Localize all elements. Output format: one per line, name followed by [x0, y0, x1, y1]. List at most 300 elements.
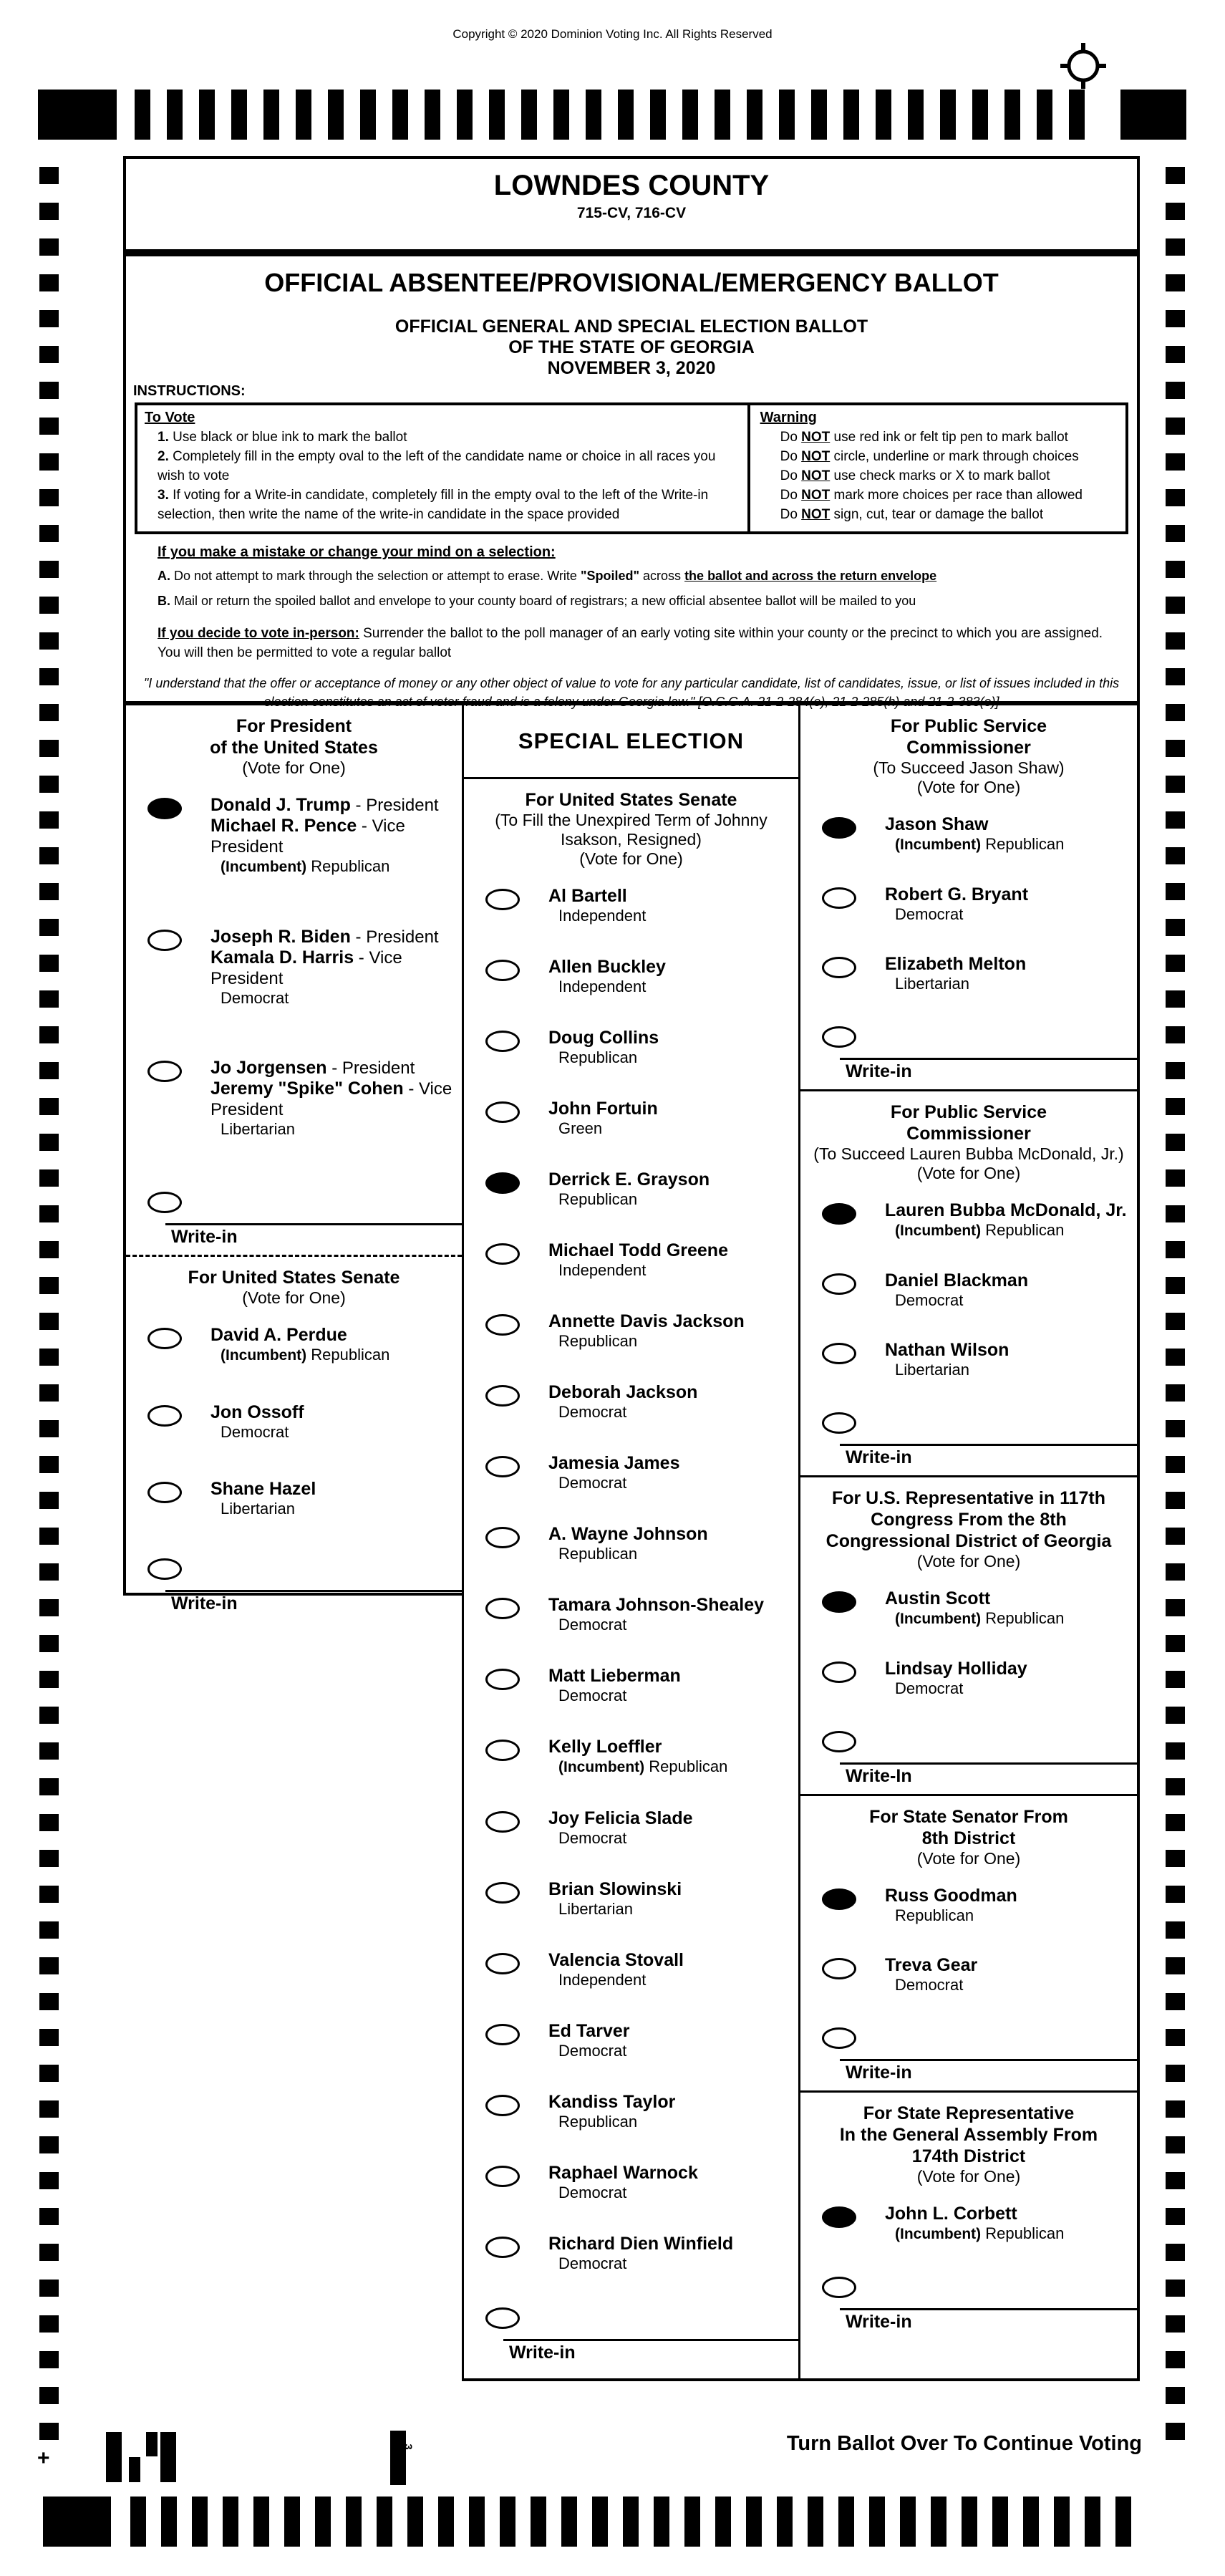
candidate-oval[interactable] — [822, 1958, 856, 1979]
candidate-row — [800, 2204, 1137, 2244]
text-segment: Do not attempt to mark through the selection or attempt to erase. Write — [170, 569, 581, 583]
candidate-row — [464, 1524, 798, 1563]
candidate-name-line — [548, 1524, 798, 1545]
timing-mark — [39, 1563, 59, 1581]
incumbent-label: (Incumbent) — [221, 859, 307, 875]
candidate-oval[interactable] — [485, 1385, 520, 1407]
timing-mark — [346, 2497, 362, 2547]
candidate-party: Democrat — [558, 2254, 627, 2272]
timing-mark — [1166, 1134, 1185, 1151]
timing-mark — [425, 90, 440, 140]
candidate-name-line — [548, 1240, 798, 1261]
candidate-text — [885, 1588, 1137, 1629]
candidate-oval[interactable] — [147, 1482, 182, 1503]
candidate-name-line — [548, 2163, 798, 2184]
timing-mark — [457, 90, 473, 140]
text-segment: 1. — [158, 430, 173, 445]
candidate-name-line — [885, 1588, 1137, 1609]
candidate-name-line — [548, 2021, 798, 2042]
candidate-text — [885, 2204, 1137, 2244]
contest-note-line: Isakson, Resigned) — [561, 830, 702, 849]
text-segment: across — [639, 569, 685, 583]
candidate-office-suffix: - Vice President — [210, 948, 402, 988]
candidate-row — [464, 1169, 798, 1209]
timing-mark — [1166, 1671, 1185, 1688]
timing-mark — [39, 1492, 59, 1509]
vote-for-note: (Vote for One) — [916, 1164, 1021, 1182]
write-in-oval-row — [126, 1555, 462, 1584]
candidate-name-line — [548, 1950, 798, 1971]
timing-mark — [1004, 90, 1020, 140]
candidate-name-line — [548, 1099, 798, 1119]
candidate-name-line — [548, 2092, 798, 2113]
timing-mark — [1166, 955, 1185, 972]
timing-mark — [1166, 883, 1185, 900]
contest-title-line: Congress From the 8th — [871, 1510, 1067, 1530]
candidate-name: Derrick E. Grayson — [548, 1169, 710, 1190]
contest-header — [126, 705, 462, 778]
candidate-name: Ed Tarver — [548, 2021, 630, 2041]
candidate-oval[interactable] — [485, 1953, 520, 1974]
candidate-oval[interactable] — [485, 1314, 520, 1336]
candidate-oval[interactable] — [822, 887, 856, 909]
timing-mark — [962, 2497, 977, 2547]
write-in-oval-row — [800, 1023, 1137, 1052]
timing-mark — [931, 2497, 946, 2547]
candidate-name: John Fortuin — [548, 1099, 658, 1119]
candidate-oval[interactable] — [485, 1669, 520, 1690]
candidate-oval[interactable] — [485, 1882, 520, 1904]
candidate-name-line — [885, 1659, 1137, 1679]
timing-mark — [39, 1456, 59, 1473]
timing-mark — [1166, 2100, 1185, 2118]
candidate-row — [800, 1886, 1137, 1925]
contest — [800, 1475, 1137, 1794]
warning-items — [760, 428, 1118, 524]
text-segment: Do — [780, 468, 802, 483]
vote-for-note: (Vote for One) — [916, 2167, 1021, 2186]
candidate-name-line — [210, 816, 462, 857]
candidate-row — [464, 2021, 798, 2060]
candidate-oval[interactable] — [485, 1740, 520, 1761]
timing-mark — [1166, 167, 1185, 184]
timing-mark — [167, 90, 183, 140]
candidate-name-line — [885, 884, 1137, 905]
candidate-oval[interactable] — [485, 1031, 520, 1052]
timing-mark — [940, 90, 956, 140]
timing-mark — [39, 1707, 59, 1724]
write-in-label: Write-in — [846, 1061, 912, 1081]
candidate-oval[interactable] — [485, 1527, 520, 1548]
candidate-name: Shane Hazel — [210, 1479, 316, 1499]
candidate-oval[interactable] — [485, 2024, 520, 2045]
candidate-oval[interactable] — [485, 1243, 520, 1265]
candidate-name-line — [885, 2204, 1137, 2224]
candidate-oval[interactable] — [822, 957, 856, 978]
candidate-row — [464, 1240, 798, 1280]
write-in-area[interactable] — [840, 1762, 1137, 1794]
candidate-name: David A. Perdue — [210, 1325, 347, 1345]
candidate-oval[interactable] — [822, 1203, 856, 1225]
candidate-oval[interactable] — [822, 1591, 856, 1613]
write-in-oval[interactable] — [822, 1026, 856, 1048]
candidate-oval[interactable] — [485, 960, 520, 981]
write-in-oval[interactable] — [822, 2027, 856, 2049]
candidate-name-line — [548, 1169, 798, 1190]
candidate-name: Russ Goodman — [885, 1886, 1017, 1906]
timing-mark — [623, 2497, 639, 2547]
vote-for-note: (Vote for One) — [242, 1288, 346, 1307]
candidate-name-line — [548, 1879, 798, 1900]
candidate-name: Jason Shaw — [885, 814, 989, 834]
candidate-name-line — [210, 795, 462, 816]
contest-header — [464, 779, 798, 869]
timing-mark — [531, 2497, 546, 2547]
incumbent-label: (Incumbent) — [895, 836, 982, 853]
candidate-party: Republican — [895, 1906, 974, 1924]
candidate-row — [126, 927, 462, 1008]
write-in-oval[interactable] — [822, 1731, 856, 1752]
timing-mark — [39, 668, 59, 685]
candidate-oval[interactable] — [822, 2206, 856, 2228]
contest-header — [800, 1796, 1137, 1868]
write-in-oval[interactable] — [822, 1412, 856, 1434]
candidate-party: Democrat — [895, 1976, 964, 1994]
timing-mark — [1166, 2065, 1185, 2082]
timing-mark — [1166, 740, 1185, 757]
candidate-row — [126, 1479, 462, 1518]
timing-mark — [39, 1635, 59, 1652]
timing-mark — [39, 346, 59, 363]
contest — [126, 1255, 462, 1621]
mistake-line-b — [158, 592, 1130, 611]
timing-mark — [1166, 2280, 1185, 2297]
contest-title-line: For U.S. Representative in 117th — [831, 1488, 1106, 1508]
contest-note-line: (To Fill the Unexpired Term of Johnny — [495, 811, 768, 829]
write-in-oval[interactable] — [822, 2277, 856, 2298]
candidate-party: Republican — [558, 1048, 638, 1066]
candidate-office-suffix: - President — [326, 1058, 415, 1078]
voter-fraud-oath: "I understand that the offer or acceptance of money or any other object of value to vote for any particular candidate, list of candidates, issue, or list of issues included in this election constitutes an act of voter fraud and is a felony under Georgia law." [O.C.G.A. 21-2-284(e), 21-2-285(h) and 21-2-383(e)] — [143, 676, 1120, 709]
candidate-oval[interactable] — [485, 1811, 520, 1833]
candidate-oval[interactable] — [485, 2237, 520, 2258]
candidate-row — [464, 1666, 798, 1705]
mistake-line-a — [158, 566, 1130, 586]
to-vote-title: To Vote — [145, 410, 195, 425]
timing-mark — [1166, 1026, 1185, 1043]
write-in-oval[interactable] — [485, 2307, 520, 2329]
timing-mark — [992, 2497, 1008, 2547]
text-segment: Completely fill in the empty oval to the left of the candidate name or choice in all races you wish to vote — [158, 449, 716, 483]
candidate-oval[interactable] — [485, 1101, 520, 1123]
timing-mark — [199, 90, 215, 140]
timing-mark — [1166, 1742, 1185, 1760]
write-in-area[interactable] — [165, 1223, 462, 1255]
timing-mark — [39, 1528, 59, 1545]
timing-mark — [39, 1241, 59, 1258]
registration-crosshair-icon — [1060, 43, 1106, 89]
timing-mark — [130, 2497, 146, 2547]
candidate-party: Democrat — [558, 2184, 627, 2201]
timing-mark — [39, 382, 59, 399]
timing-mark — [876, 90, 891, 140]
timing-mark — [328, 90, 344, 140]
contest-title-line: of the United States — [210, 738, 378, 758]
timing-mark — [223, 2497, 238, 2547]
timing-mark — [39, 203, 59, 220]
candidate-oval[interactable] — [822, 1273, 856, 1295]
candidate-row — [800, 1588, 1137, 1629]
timing-mark — [1023, 2497, 1039, 2547]
candidate-row — [126, 1402, 462, 1442]
timing-mark — [1166, 525, 1185, 542]
timing-mark — [489, 90, 505, 140]
in-person-heading: If you decide to vote in-person: — [158, 626, 359, 641]
timing-mark — [1166, 1277, 1185, 1294]
candidate-oval[interactable] — [147, 1405, 182, 1427]
contest-title-line: In the General Assembly From — [839, 2125, 1098, 2145]
contest — [800, 2090, 1137, 2340]
timing-mark — [469, 2497, 485, 2547]
contest-title-line: For United States Senate — [525, 790, 737, 810]
timing-mark — [1037, 90, 1052, 140]
candidate-name-line — [548, 1028, 798, 1048]
candidate-name: Robert G. Bryant — [885, 884, 1029, 905]
timing-mark — [1166, 1886, 1185, 1903]
incumbent-label: (Incumbent) — [221, 1347, 307, 1364]
candidate-text — [548, 2234, 798, 2273]
text-segment: use check marks or X to mark ballot — [830, 468, 1050, 483]
write-in-area[interactable] — [840, 1058, 1137, 1089]
candidate-party: (Incumbent) Republican — [895, 2224, 1065, 2242]
timing-mark — [39, 561, 59, 578]
timing-mark — [1069, 90, 1085, 140]
timing-mark — [1166, 2208, 1185, 2225]
timing-mark — [407, 2497, 423, 2547]
timing-mark — [263, 90, 279, 140]
candidate-name: Kelly Loeffler — [548, 1737, 662, 1757]
candidate-party: Libertarian — [895, 975, 969, 993]
candidate-row — [126, 1325, 462, 1365]
contest-header — [800, 1091, 1137, 1183]
candidate-oval[interactable] — [485, 2166, 520, 2187]
candidate-name-line — [885, 1200, 1137, 1221]
candidate-row — [800, 1955, 1137, 1994]
candidate-party: Independent — [558, 1261, 647, 1279]
timing-mark — [360, 90, 376, 140]
in-person-note — [158, 624, 1127, 662]
candidate-name: Lindsay Holliday — [885, 1659, 1027, 1679]
timing-mark — [1166, 1778, 1185, 1795]
timing-mark — [1166, 632, 1185, 650]
write-in-oval-row — [800, 1409, 1137, 1438]
candidate-oval[interactable] — [485, 889, 520, 910]
timing-mark — [284, 2497, 300, 2547]
candidate-text — [210, 1325, 462, 1365]
timing-mark — [39, 453, 59, 471]
timing-mark — [808, 2497, 823, 2547]
contest-title-line: 174th District — [911, 2146, 1026, 2166]
timing-mark — [1166, 1707, 1185, 1724]
candidate-oval[interactable] — [822, 817, 856, 839]
timing-mark — [1166, 382, 1185, 399]
timing-mark — [650, 90, 666, 140]
contest-title-line: For President — [236, 716, 352, 736]
candidate-name: Allen Buckley — [548, 957, 666, 977]
timing-mark — [1166, 2315, 1185, 2333]
incumbent-label: (Incumbent) — [895, 1222, 982, 1239]
candidate-party: Democrat — [895, 1291, 964, 1309]
contest-title-line: For Public Service — [890, 716, 1047, 736]
county-title: LOWNDES COUNTY — [493, 170, 770, 201]
candidate-name: Jon Ossoff — [210, 1402, 304, 1422]
timing-mark — [1166, 1169, 1185, 1187]
write-in-area[interactable] — [840, 1444, 1137, 1475]
candidate-name: John L. Corbett — [885, 2204, 1017, 2224]
candidate-row — [800, 814, 1137, 854]
candidate-name-line — [548, 1595, 798, 1616]
timing-mark — [39, 2172, 59, 2189]
timing-mark — [1166, 811, 1185, 829]
timing-mark — [39, 1205, 59, 1222]
candidate-oval[interactable] — [485, 1456, 520, 1477]
write-in-area[interactable] — [503, 2339, 798, 2370]
warning-item — [760, 447, 1118, 466]
column-special-election — [462, 705, 800, 2381]
timing-mark — [39, 990, 59, 1008]
text-segment: mark more choices per race than allowed — [830, 488, 1083, 503]
candidate-text — [548, 1879, 798, 1919]
text-segment: NOT — [801, 468, 831, 483]
to-vote-cell — [137, 405, 750, 531]
candidate-oval[interactable] — [822, 1888, 856, 1910]
candidate-row — [464, 1382, 798, 1422]
timing-mark — [39, 1957, 59, 1974]
candidate-name: Joseph R. Biden — [210, 927, 351, 947]
write-in-area[interactable] — [165, 1590, 462, 1621]
text-segment: Do — [780, 430, 802, 445]
vote-for-note: (Vote for One) — [916, 1552, 1021, 1571]
write-in-area[interactable] — [840, 2059, 1137, 2090]
candidate-oval[interactable] — [485, 1172, 520, 1194]
candidate-name: Daniel Blackman — [885, 1270, 1029, 1291]
warning-title: Warning — [760, 410, 817, 425]
timing-mark — [1166, 847, 1185, 864]
candidate-party: (Incumbent) Republican — [895, 1609, 1065, 1627]
timing-mark — [1166, 1993, 1185, 2010]
timing-mark — [1054, 2497, 1070, 2547]
timing-mark — [39, 2208, 59, 2225]
candidate-oval[interactable] — [147, 798, 182, 819]
candidate-oval[interactable] — [147, 1061, 182, 1082]
text-segment: NOT — [801, 449, 831, 464]
candidate-row — [464, 1737, 798, 1777]
candidate-name-line — [210, 1079, 462, 1120]
timing-mark — [39, 2136, 59, 2153]
candidate-oval[interactable] — [822, 1343, 856, 1364]
timing-mark — [39, 597, 59, 614]
timing-mark — [1166, 1528, 1185, 1545]
candidate-name-line — [548, 1666, 798, 1687]
candidate-party: Democrat — [558, 1616, 627, 1634]
timing-mark — [682, 90, 698, 140]
timing-mark — [1166, 2136, 1185, 2153]
candidate-party: Democrat — [895, 905, 964, 923]
text-segment: Do — [780, 488, 802, 503]
timing-mark — [1166, 203, 1185, 220]
candidate-party: (Incumbent) Republican — [895, 835, 1065, 853]
candidate-oval[interactable] — [485, 1598, 520, 1619]
timing-mark — [838, 2497, 854, 2547]
candidate-text — [885, 1886, 1137, 1925]
candidate-name: Richard Dien Winfield — [548, 2234, 734, 2254]
candidate-oval[interactable] — [485, 2095, 520, 2116]
candidate-row — [464, 1879, 798, 1919]
contest — [800, 705, 1137, 1089]
timing-mark — [908, 90, 924, 140]
candidate-row — [126, 795, 462, 877]
write-in-oval-row — [800, 2025, 1137, 2053]
candidate-text — [548, 2092, 798, 2131]
candidate-name: Tamara Johnson-Shealey — [548, 1595, 765, 1615]
timing-mark — [972, 90, 988, 140]
candidate-name: A. Wayne Johnson — [548, 1524, 708, 1544]
timing-mark — [1166, 418, 1185, 435]
candidate-party: Democrat — [558, 2042, 627, 2060]
candidate-name: Kandiss Taylor — [548, 2092, 676, 2112]
timing-mark — [39, 1313, 59, 1330]
election-date: NOVEMBER 3, 2020 — [547, 358, 716, 378]
contest-header — [800, 2093, 1137, 2186]
candidate-text — [548, 2021, 798, 2060]
candidate-row — [464, 1808, 798, 1848]
timing-mark — [553, 90, 569, 140]
candidate-oval[interactable] — [822, 1661, 856, 1683]
ballot-title: OFFICIAL ABSENTEE/PROVISIONAL/EMERGENCY BALLOT — [264, 268, 999, 297]
candidate-name-line — [210, 1402, 462, 1423]
candidate-row — [464, 957, 798, 996]
timing-mark — [1166, 1850, 1185, 1867]
to-vote-item — [145, 447, 740, 486]
timing-mark — [500, 2497, 515, 2547]
write-in-oval[interactable] — [147, 1192, 182, 1213]
timing-mark — [1166, 2172, 1185, 2189]
timing-mark — [1166, 1814, 1185, 1831]
vote-for-note: (Vote for One) — [916, 1849, 1021, 1868]
candidate-party: Democrat — [221, 1423, 289, 1441]
candidate-row — [464, 886, 798, 925]
ballot-subtitle-1: OFFICIAL GENERAL AND SPECIAL ELECTION BALLOT — [394, 317, 868, 337]
candidate-name: Treva Gear — [885, 1955, 978, 1975]
text-segment: NOT — [801, 488, 831, 503]
timing-mark — [843, 90, 859, 140]
timing-mark — [1166, 704, 1185, 721]
candidate-oval[interactable] — [147, 930, 182, 951]
write-in-oval-row — [126, 1189, 462, 1217]
write-in-oval[interactable] — [147, 1558, 182, 1580]
candidate-oval[interactable] — [147, 1328, 182, 1349]
timing-mark — [253, 2497, 269, 2547]
candidate-row — [800, 1200, 1137, 1240]
contest-title-line: Commissioner — [906, 1124, 1031, 1144]
timing-mark — [296, 90, 311, 140]
warning-item — [760, 466, 1118, 486]
timing-mark — [715, 90, 730, 140]
candidate-text — [210, 927, 462, 1008]
candidate-text — [885, 1200, 1137, 1240]
write-in-area[interactable] — [840, 2308, 1137, 2340]
write-in-label: Write-in — [846, 2312, 912, 2332]
